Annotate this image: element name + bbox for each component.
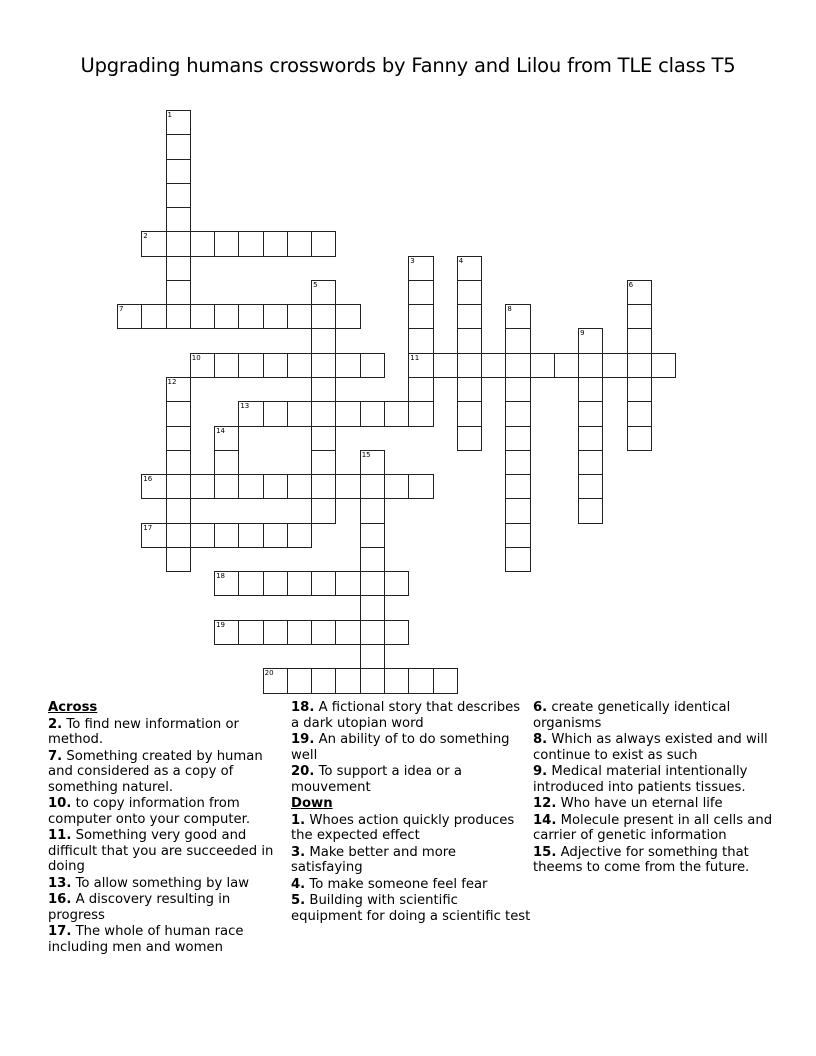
clue-number: 13 [240,402,250,411]
grid-cell[interactable] [408,328,433,353]
clue-down-9: 9. Medical material intentionally introduced into patients tissues. [533,764,748,795]
grid-cell[interactable] [311,328,336,353]
grid-cell[interactable] [287,231,312,256]
grid-cell[interactable] [311,353,336,378]
grid-cell[interactable] [287,401,312,426]
grid-cell[interactable] [554,353,579,378]
grid-cell[interactable] [166,498,191,523]
grid-cell[interactable] [287,668,312,693]
grid-cell[interactable] [166,134,191,159]
grid-cell[interactable] [335,353,360,378]
grid-cell[interactable] [384,474,409,499]
grid-cell[interactable] [627,426,652,451]
clue-number: 20 [264,669,274,678]
across-heading: Across [48,700,98,715]
grid-cell[interactable] [263,668,288,693]
clue-number: 19 [216,620,225,629]
grid-cell[interactable] [481,353,506,378]
grid-cell[interactable] [602,353,627,378]
grid-cell[interactable] [166,280,191,305]
grid-cell[interactable] [408,280,433,305]
grid-cell[interactable] [263,401,288,426]
grid-cell[interactable] [190,474,215,499]
grid-cell[interactable] [408,668,433,693]
grid-cell[interactable] [238,304,263,329]
grid-cell[interactable] [457,256,482,281]
clue-down-8: 8. Which as always existed and will continue to exist as such [533,732,768,763]
clue-across-11: 11. Something very good and difficult that you are succeeded in doing [48,828,274,874]
clue-number: 14 [216,426,225,435]
grid-cell[interactable] [238,401,263,426]
clue-number: 17 [143,523,153,532]
grid-cell[interactable] [287,571,312,596]
grid-cell[interactable] [287,523,312,548]
grid-cell[interactable] [335,474,360,499]
grid-cell[interactable] [505,377,530,402]
grid-cell[interactable] [578,328,603,353]
grid-cell[interactable] [263,231,288,256]
grid-cell[interactable] [335,304,360,329]
grid-cell[interactable] [214,523,239,548]
grid-cell[interactable] [360,523,385,548]
grid-cell[interactable] [166,401,191,426]
grid-cell[interactable] [263,353,288,378]
grid-cell[interactable] [166,474,191,499]
grid-cell[interactable] [360,620,385,645]
grid-cell[interactable] [578,426,603,451]
clue-down-14: 14. Molecule present in all cells and carrier of genetic information [533,812,773,843]
clue-down-1: 1. Whoes action quickly produces the expected effect [291,812,515,843]
grid-cell[interactable] [578,377,603,402]
grid-cell[interactable] [457,280,482,305]
grid-cell[interactable] [651,353,676,378]
grid-cell[interactable] [505,426,530,451]
grid-cell[interactable] [238,353,263,378]
grid-cell[interactable] [384,401,409,426]
grid-cell[interactable] [578,498,603,523]
grid-cell[interactable] [457,401,482,426]
grid-cell[interactable] [360,450,385,475]
grid-cell[interactable] [627,353,652,378]
grid-cell[interactable] [311,571,336,596]
clue-number: 5 [313,280,318,289]
clue-across-20: 20. To support a idea or a mouvement [291,764,462,795]
grid-cell[interactable] [433,668,458,693]
grid-cell[interactable] [457,426,482,451]
grid-cell[interactable] [166,304,191,329]
grid-cell[interactable] [505,304,530,329]
grid-cell[interactable] [360,474,385,499]
grid-cell[interactable] [214,231,239,256]
grid-cell[interactable] [627,401,652,426]
grid-cell[interactable] [335,620,360,645]
clue-down-4: 4. To make someone feel fear [291,876,488,892]
grid-cell[interactable] [578,474,603,499]
grid-cell[interactable] [190,523,215,548]
clue-across-18: 18. A fictional story that describes a dark utopian word [291,700,521,731]
clue-number: 1 [167,111,172,119]
grid-cell[interactable] [457,328,482,353]
grid-cell[interactable] [214,426,239,451]
grid-cell[interactable] [360,498,385,523]
grid-cell[interactable] [214,571,239,596]
grid-cell[interactable] [408,304,433,329]
grid-cell[interactable] [360,401,385,426]
grid-cell[interactable] [408,353,433,378]
grid-cell[interactable] [627,328,652,353]
grid-cell[interactable] [166,159,191,184]
grid-cell[interactable] [166,450,191,475]
grid-cell[interactable] [166,547,191,572]
grid-cell[interactable] [408,401,433,426]
clue-across-2: 2. To find new information or method. [48,716,239,747]
clue-across-17: 17. The whole of human race including men and women [48,924,244,955]
grid-cell[interactable] [263,571,288,596]
grid-cell[interactable] [263,620,288,645]
grid-cell[interactable] [505,498,530,523]
grid-cell[interactable] [360,668,385,693]
grid-cell[interactable] [578,353,603,378]
grid-cell[interactable] [141,304,166,329]
grid-cell[interactable] [287,304,312,329]
down-heading: Down [291,796,333,811]
grid-cell[interactable] [287,620,312,645]
grid-cell[interactable] [311,450,336,475]
clues-column-3 [533,700,773,877]
clue-number: 7 [119,305,124,314]
grid-cell[interactable] [166,523,191,548]
grid-cell[interactable] [311,377,336,402]
grid-cell[interactable] [141,474,166,499]
grid-cell[interactable] [408,474,433,499]
grid-cell[interactable] [263,523,288,548]
grid-cell[interactable] [505,353,530,378]
grid-cell[interactable] [214,474,239,499]
grid-cell[interactable] [360,571,385,596]
clue-number: 11 [410,353,420,362]
grid-cell[interactable] [166,426,191,451]
grid-cell[interactable] [311,620,336,645]
grid-cell[interactable] [311,231,336,256]
grid-cell[interactable] [214,620,239,645]
clue-across-7: 7. Something created by human and considered as a copy of something naturel. [48,748,263,795]
grid-cell[interactable] [311,280,336,305]
grid-cell[interactable] [190,304,215,329]
grid-cell[interactable] [627,280,652,305]
grid-cell[interactable] [578,450,603,475]
grid-cell[interactable] [214,353,239,378]
clue-number: 15 [361,450,371,459]
clues-column-2 [291,700,531,925]
clue-down-5: 5. Building with scientific equipment for doing a scientific test [291,893,531,924]
grid-cell[interactable] [190,231,215,256]
grid-cell[interactable] [238,571,263,596]
clue-number: 2 [143,232,148,241]
clue-across-19: 19. An ability of to do something well [291,732,510,763]
grid-cell[interactable] [238,620,263,645]
grid-cell[interactable] [238,474,263,499]
clue-across-16: 16. A discovery resulting in progress [48,892,231,923]
grid-cell[interactable] [457,353,482,378]
grid-cell[interactable] [166,183,191,208]
grid-cell[interactable] [190,353,215,378]
clue-number: 12 [167,377,177,386]
grid-cell[interactable] [384,571,409,596]
grid-cell[interactable] [578,401,603,426]
clue-number: 3 [410,256,415,265]
grid-cell[interactable] [335,571,360,596]
grid-cell[interactable] [238,231,263,256]
grid-cell[interactable] [505,328,530,353]
grid-cell[interactable] [505,547,530,572]
clue-down-3: 3. Make better and more satisfaying [291,844,457,875]
grid-cell[interactable] [360,547,385,572]
grid-cell[interactable] [287,474,312,499]
grid-cell[interactable] [360,595,385,620]
grid-cell[interactable] [335,401,360,426]
grid-cell[interactable] [311,474,336,499]
grid-cell[interactable] [505,401,530,426]
grid-cell[interactable] [238,523,263,548]
grid-cell[interactable] [433,353,458,378]
grid-cell[interactable] [214,450,239,475]
grid-cell[interactable] [360,353,385,378]
clue-number: 4 [458,256,464,265]
clue-number: 10 [191,353,201,362]
grid-cell[interactable] [384,668,409,693]
clue-number: 16 [143,475,153,484]
grid-cell[interactable] [311,401,336,426]
grid-cell[interactable] [457,377,482,402]
page-title: Upgrading humans crosswords by Fanny and Lilou from TLE class T5 [80,54,736,77]
grid-cell[interactable] [505,474,530,499]
grid-cell[interactable] [117,304,142,329]
grid-cell[interactable] [141,523,166,548]
grid-cell[interactable] [166,110,191,135]
grid-cell[interactable] [311,426,336,451]
clue-across-10: 10. to copy information from computer onto your computer. [48,796,251,827]
clue-across-13: 13. To allow something by law [48,875,250,891]
grid-cell[interactable] [287,353,312,378]
grid-cell[interactable] [311,498,336,523]
grid-cell[interactable] [408,256,433,281]
grid-cell[interactable] [335,668,360,693]
clue-number: 9 [580,329,585,338]
grid-cell[interactable] [166,231,191,256]
grid-cell[interactable] [166,377,191,402]
grid-cell[interactable] [530,353,555,378]
grid-cell[interactable] [166,207,191,232]
grid-cell[interactable] [627,304,652,329]
grid-cell[interactable] [384,620,409,645]
clue-down-12: 12. Who have un eternal life [533,796,723,811]
grid-cell[interactable] [311,668,336,693]
clues-column-1 [48,700,288,956]
grid-cell[interactable] [166,256,191,281]
grid-cell[interactable] [505,450,530,475]
grid-cell[interactable] [457,304,482,329]
grid-cell[interactable] [141,231,166,256]
grid-cell[interactable] [263,474,288,499]
clue-number: 6 [628,280,634,289]
grid-cell[interactable] [263,304,288,329]
grid-cell[interactable] [408,377,433,402]
clue-down-6: 6. create genetically identical organisms [533,700,731,731]
grid-cell[interactable] [311,304,336,329]
clue-down-15: 15. Adjective for something that theems to come from the future. [533,844,750,875]
clue-number: 18 [216,572,225,581]
grid-cell[interactable] [360,644,385,669]
grid-cell[interactable] [627,377,652,402]
clue-number: 8 [507,305,512,314]
grid-cell[interactable] [505,523,530,548]
grid-cell[interactable] [214,304,239,329]
